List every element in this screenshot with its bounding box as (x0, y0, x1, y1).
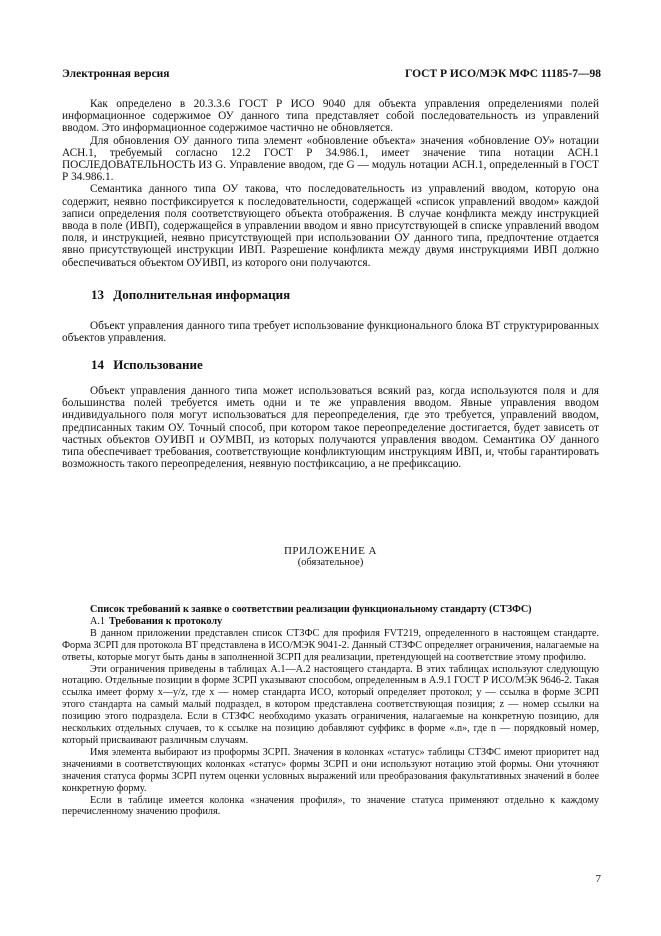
section-14-body (62, 385, 599, 470)
appendix-heading: Список требований к заявке о соответствии реализации функциональному стандарту (СТЗФС) (90, 604, 532, 615)
appendix-paragraph-2: Эти ограничения приведены в таблицах А.1—А.2 настоящего стандарта. В этих таблицах используют следующую нотацию. Отдельные позиции в форме ЗСРП указывают способом, определенным в А.9.1 ГОСТ Р ИСО/МЭК 9646-2. Такая ссылка имеет форму x—y/z, где x — номер стандарта ИСО, который определяет протокол; y — ссылка в форме ЗСРП этого стандарта на самый малый подраздел, в котором представлена соответствующая позиция; z — номер ссылки на позицию этого подраздела. Если в СТЗФС необходимо указать ограничения, налагаемые на конкретную позицию, для нескольких отдельных случаев, то к ссылке на позицию добавляют суффикс в форме «.n», где n — порядковый номер, который присваивают различным случаям. (62, 663, 599, 746)
page-number: 7 (595, 873, 601, 885)
appendix-body (62, 604, 599, 818)
intro-paragraph-3: Семантика данного типа ОУ такова, что последовательность из управлений вводом, которую она содержит, неявно постфиксируется к последовательности, содержащей «список управлений вводом» каждой записи определения поля соответствующего объекта отображения. В случае конфликта между инструкцией ввода в поле (ИВП), содержащейся в управлении вводом и явно присутствующей в списке управлений вводом поля, и инструкцией, неявно присутствующей при использовании ОУ данного типа, предпочтение отдается явно присутствующей инструкции ИВП. Разрешение конфликта между двумя инструкциями ИВП должно обеспечиваться объектом ОУИВП, из которого они получаются. (62, 183, 599, 269)
intro-paragraph-1: Как определено в 20.3.3.6 ГОСТ Р ИСО 9040 для объекта управления определениями полей информационное содержимое ОУ данного типа представляет собой последовательность из управлений вводом. Это информационное содержимое частично не обновляется. (62, 98, 599, 135)
section-13-number: 13 (91, 287, 104, 302)
appendix-subsection (62, 616, 599, 628)
section-14-paragraph: Объект управления данного типа может использоваться всякий раз, когда используются поля и для большинства полей требуется иметь одни и те же управления вводом. Явные управления вводом индивидуального поля могут использоваться для переопределения, где это требуется, управлений вводом, предписанных таким ОУ. Точный способ, при котором такое переопределение достигается, будет зависеть от частных объектов ОУИВП и ОУМВП, из которых получаются управления вводом. Семантика ОУ данного типа обеспечивает требования, соответствующие конфликтующим инструкциям ИВП, и, чтобы гарантировать возможность такого переопределения, неявную постфиксацию, а не префиксацию. (62, 385, 599, 471)
header-left: Электронная версия (62, 68, 170, 80)
appendix-subsection-title: Требования к протоколу (109, 615, 223, 627)
section-13-heading (91, 287, 290, 303)
section-14-title: Использование (113, 357, 203, 372)
section-13-paragraph: Объект управления данного типа требует использование функционального блока ВТ структурированных объектов управления. (62, 320, 599, 345)
appendix-paragraph-4: Если в таблице имеется колонка «значения профиля», то значение статуса применяют отдельно к каждому перечисленному значению профиля. (62, 794, 599, 818)
appendix-title: ПРИЛОЖЕНИЕ А (283, 545, 377, 557)
intro-text (62, 98, 599, 269)
appendix-paragraph-1: В данном приложении представлен список СТЗФС для профиля FVT219, определенного в настоящем стандарте. Форма ЗСРП для протокола ВТ представлена в ИСО/МЭК 9041-2. Данный СТЗФС определяет ограничения, налагаемые на ответы, которые могут быть даны в заполненной ЗСРП для реализации, претендующей на соответствие этому профилю. (62, 627, 599, 663)
section-13-body (62, 320, 599, 344)
intro-paragraph-2: Для обновления ОУ данного типа элемент «обновление объекта» значения «обновление ОУ» нотации АСН.1, требуемый согласно 12.2 ГОСТ Р 34.986.1, имеет значение типа нотации АСН.1 ПОСЛЕДОВАТЕЛЬНОСТЬ ИЗ G. Управление вводом, где G — модуль нотации АСН.1, определенный в ГОСТ Р 34.986.1. (62, 134, 599, 184)
section-14-heading (91, 357, 203, 373)
appendix-subtitle: (обязательное) (297, 557, 364, 568)
header-right: ГОСТ Р ИСО/МЭК МФС 11185-7—98 (405, 68, 601, 80)
section-13-title: Дополнительная информация (113, 287, 291, 302)
appendix-subsection-number: А.1 (90, 615, 105, 627)
appendix-paragraph-3: Имя элемента выбирают из проформы ЗСРП. Значения в колонках «статус» таблицы СТЗФС имеют приоритет над значениями в соответствующих колонках «статус» формы ЗСРП и они используют нотацию этой формы. Они уточняют значения статуса формы ЗСРП путем оценки условных выражений или преобразования факультативных значений в более конкретную форму. (62, 746, 599, 794)
section-14-number: 14 (91, 357, 104, 372)
